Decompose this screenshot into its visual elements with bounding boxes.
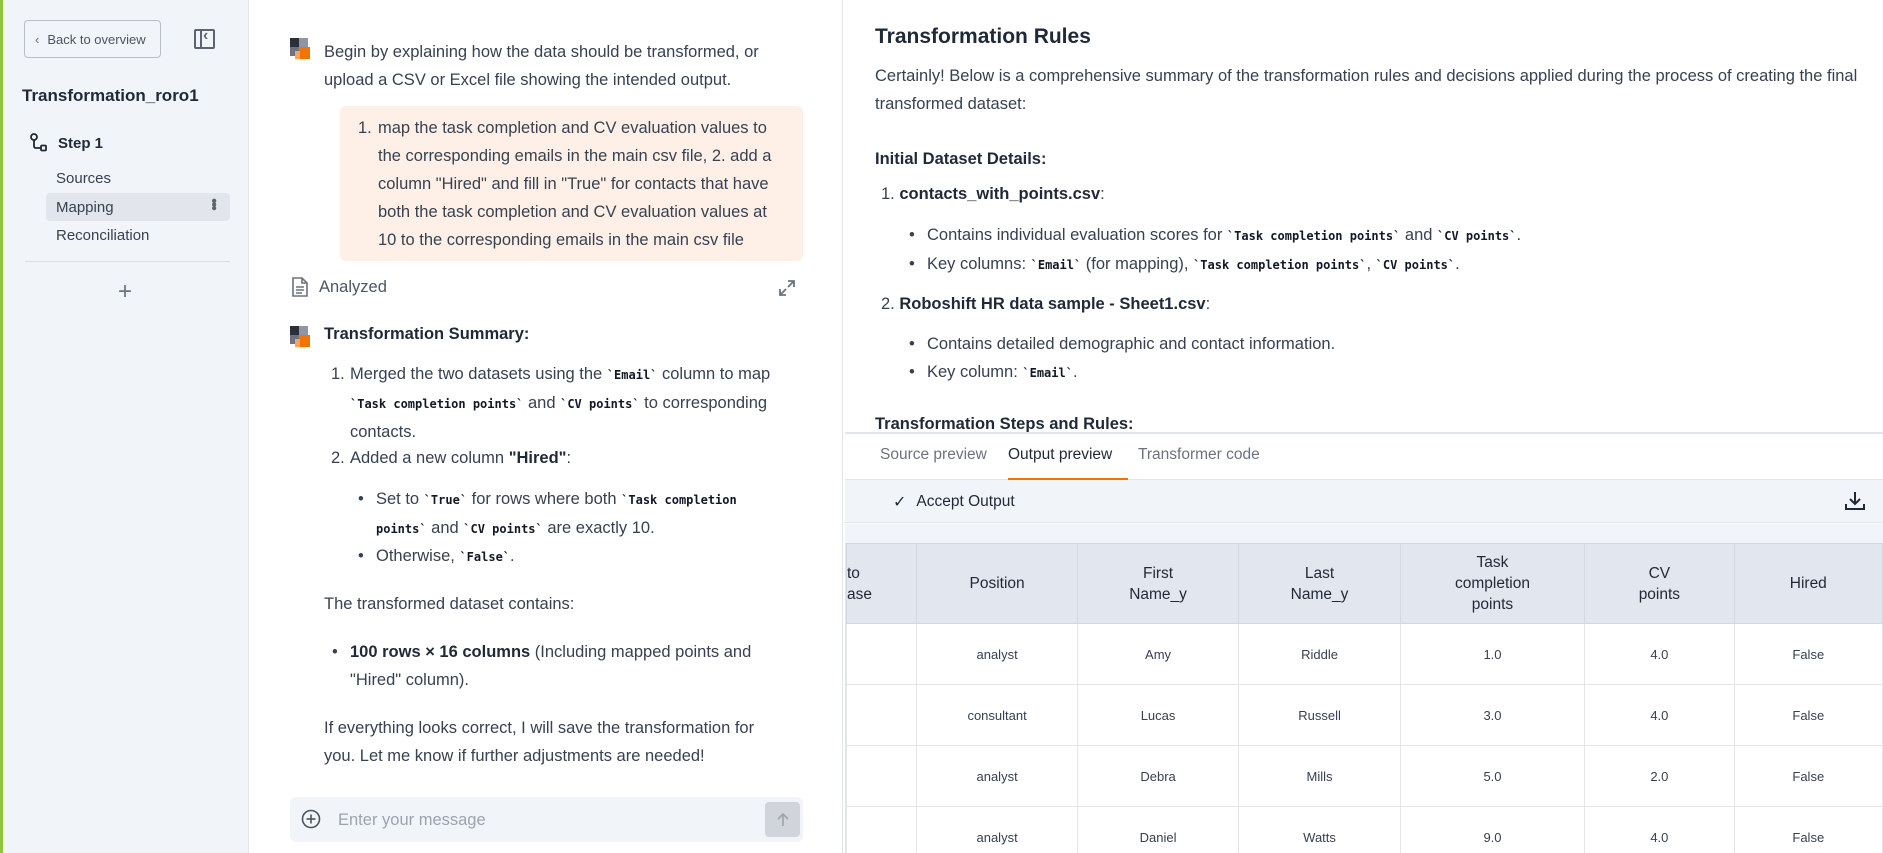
- table-cell: 4.0: [1585, 685, 1734, 746]
- summary-item-2: [331, 444, 345, 472]
- document-icon: [291, 277, 309, 297]
- table-cell: analyst: [917, 746, 1077, 807]
- text: (Including mapped points and: [530, 643, 752, 661]
- column-header-hired[interactable]: [1734, 544, 1882, 624]
- code-cv-points: `CV points`: [1375, 258, 1456, 272]
- table-cell: Amy: [1077, 624, 1238, 685]
- code-task-points: `Task completion points`: [1226, 229, 1401, 243]
- text: column to map: [657, 365, 771, 383]
- table-row: [847, 807, 1883, 853]
- analyzed-label: Analyzed: [319, 277, 387, 296]
- output-table-container[interactable]: [845, 543, 1883, 853]
- text: :: [1205, 295, 1211, 313]
- table-cell: 3.0: [1400, 685, 1584, 746]
- list-number: 1.: [331, 365, 345, 383]
- summary-item-1-text: [350, 360, 800, 446]
- dataset-1-bullet-1: [927, 221, 1521, 250]
- sidebar: [0, 0, 249, 853]
- hired-bold: "Hired": [508, 449, 567, 467]
- panel-collapse-icon[interactable]: [194, 29, 215, 49]
- table-cell: analyst: [917, 624, 1077, 685]
- code-task-points: points`: [376, 522, 427, 536]
- dims-bold: 100 rows × 16 columns: [350, 643, 531, 661]
- list-number: 2.: [881, 295, 895, 313]
- chevron-left-icon: ‹: [35, 31, 40, 47]
- user-message-line: 10 to the corresponding emails in the main csv file: [378, 231, 744, 249]
- dataset-name: contacts_with_points.csv: [899, 185, 1101, 203]
- initial-dataset-heading: Initial Dataset Details:: [875, 150, 1047, 168]
- step-header[interactable]: [29, 133, 103, 153]
- user-message-line: the corresponding emails in the main csv file, 2. add a: [378, 147, 772, 165]
- step-label: Step 1: [58, 134, 104, 152]
- intro-line: transformed dataset:: [875, 95, 1027, 113]
- code-true: `True`: [423, 493, 468, 507]
- code-cv-points: `CV points`: [1437, 229, 1517, 243]
- tab-output-preview[interactable]: Output preview: [1008, 446, 1113, 463]
- text: for rows where both: [467, 490, 622, 508]
- dataset-1-bullet-2: [927, 250, 1460, 279]
- header-line: ase: [847, 585, 872, 603]
- closing-message: [324, 714, 754, 770]
- plus-icon[interactable]: +: [118, 278, 133, 305]
- text: .: [1072, 363, 1078, 381]
- column-header-first-name[interactable]: [1077, 544, 1238, 624]
- rules-intro: [875, 62, 1857, 118]
- text: :: [566, 449, 572, 467]
- code-task-points: `Task completion points`: [1193, 258, 1367, 272]
- text: contacts.: [350, 423, 417, 441]
- header-line: First: [1142, 564, 1174, 582]
- sidebar-item-reconciliation[interactable]: [46, 221, 230, 249]
- closing-line: you. Let me know if further adjustments are needed!: [324, 747, 705, 765]
- back-label: Back to overview: [47, 31, 146, 47]
- text: and: [1400, 226, 1438, 244]
- text: .: [1516, 226, 1522, 244]
- column-header-cv-points[interactable]: [1585, 544, 1734, 624]
- table-row: [847, 624, 1883, 685]
- table-row: [847, 746, 1883, 807]
- assistant-intro: [324, 38, 759, 94]
- download-icon[interactable]: [1844, 490, 1866, 512]
- code-task-points: `Task completion points`: [350, 397, 524, 411]
- user-message-line: column "Hired" and fill in "True" for contacts that have: [378, 175, 769, 193]
- table-cell: Russell: [1239, 685, 1400, 746]
- dataset-2-bullet-1: • Contains detailed demographic and contact information.: [927, 330, 1335, 358]
- table-cell: False: [1734, 624, 1882, 685]
- text: and: [426, 519, 464, 537]
- text: :: [1100, 185, 1105, 203]
- sidebar-item-mapping[interactable]: [46, 193, 230, 221]
- dims-bullet: [350, 638, 751, 694]
- code-false: `False`: [459, 550, 511, 564]
- assistant-logo-icon: [290, 326, 312, 348]
- table-cell: False: [1734, 807, 1882, 853]
- text: Added a new column: [350, 449, 509, 467]
- back-to-overview-button[interactable]: [24, 20, 161, 58]
- table-cell: False: [1734, 746, 1882, 807]
- arrow-up-icon: [775, 812, 791, 828]
- message-input[interactable]: [338, 805, 738, 835]
- code-email: `Email`: [1022, 366, 1073, 380]
- header-line: to: [847, 564, 860, 582]
- header-line: points: [1471, 596, 1514, 613]
- code-task-points: `Task completion: [621, 493, 737, 507]
- list-number: 1.: [358, 119, 372, 137]
- sidebar-divider: [25, 261, 230, 262]
- header-line: Last: [1304, 564, 1335, 582]
- intro-line: Certainly! Below is a comprehensive summary of the transformation rules and decisions applied during the process of creating the final: [875, 67, 1858, 85]
- table-cell: 4.0: [1585, 624, 1734, 685]
- intro-line: upload a CSV or Excel file showing the intended output.: [324, 71, 732, 89]
- column-header-task-points[interactable]: [1400, 544, 1584, 624]
- user-message-line: both the task completion and CV evaluation values at: [378, 203, 767, 221]
- text: Merged the two datasets using the: [350, 365, 607, 383]
- text: Key column:: [927, 363, 1023, 381]
- header-line: Task: [1476, 554, 1509, 571]
- table-cell: Lucas: [1077, 685, 1238, 746]
- tab-source-preview[interactable]: Source preview: [880, 446, 987, 463]
- user-message-bubble: [340, 106, 803, 261]
- summary-bullet-1: [376, 485, 796, 543]
- table-cell: analyst: [917, 807, 1077, 853]
- header-line: points: [1638, 585, 1681, 603]
- contains-label: The transformed dataset contains:: [324, 595, 575, 613]
- column-header-position[interactable]: [917, 544, 1077, 624]
- tab-transformer-code[interactable]: Transformer code: [1138, 446, 1260, 463]
- summary-item-1: [331, 360, 345, 388]
- sidebar-item-label: Mapping: [56, 198, 114, 216]
- send-button[interactable]: [765, 802, 800, 837]
- header-line: Position: [969, 575, 1025, 592]
- analyzed-indicator[interactable]: [291, 277, 387, 297]
- more-options-icon[interactable]: •••: [205, 198, 222, 209]
- check-icon: ✓: [893, 494, 907, 511]
- table-cell: Mills: [1239, 746, 1400, 807]
- add-attachment-icon[interactable]: [301, 809, 321, 829]
- table-cell: 5.0: [1400, 746, 1584, 807]
- summary-title: Transformation Summary:: [324, 325, 530, 343]
- table-row: [847, 685, 1883, 746]
- text: and: [523, 394, 561, 412]
- table-cell: 1.0: [1400, 624, 1584, 685]
- expand-icon[interactable]: [778, 279, 796, 297]
- table-cell: [847, 624, 917, 685]
- header-line: completion: [1454, 575, 1530, 592]
- accept-label: Accept Output: [916, 493, 1015, 510]
- project-title: Transformation_roro1: [22, 86, 199, 105]
- table-cell: Riddle: [1239, 624, 1400, 685]
- table-cell: Daniel: [1077, 807, 1238, 853]
- dataset-2: [881, 290, 1210, 318]
- text: .: [510, 547, 515, 565]
- text: "Hired" column).: [350, 671, 469, 689]
- summary-bullet-2: [376, 542, 515, 571]
- table-cell: 4.0: [1585, 807, 1734, 853]
- text: Otherwise,: [376, 547, 460, 565]
- table-header-row: [847, 544, 1883, 624]
- transformation-steps-heading: Transformation Steps and Rules:: [875, 415, 1134, 432]
- output-toolbar: [845, 480, 1883, 523]
- message-composer: [290, 797, 803, 842]
- header-line: Name_y: [1129, 585, 1187, 603]
- sidebar-item-sources[interactable]: [46, 164, 230, 192]
- table-cell: Debra: [1077, 746, 1238, 807]
- dataset-2-bullet-2: [927, 358, 1078, 387]
- header-line: CV: [1648, 564, 1671, 582]
- code-cv-points: `CV points`: [560, 397, 640, 411]
- text: Contains individual evaluation scores for: [927, 226, 1227, 244]
- preview-tabs: [845, 432, 1883, 480]
- code-email: `Email`: [1030, 258, 1082, 272]
- text: to corresponding: [639, 394, 768, 412]
- code-email: `Email`: [606, 368, 658, 382]
- user-message-line: map the task completion and CV evaluation values to: [378, 119, 767, 137]
- code-cv-points: `CV points`: [463, 522, 543, 536]
- column-header[interactable]: [847, 544, 917, 624]
- text: .: [1455, 255, 1460, 273]
- table-cell: Watts: [1239, 807, 1400, 853]
- sidebar-item-label: Sources: [56, 169, 112, 187]
- text: are exactly 10.: [542, 519, 655, 537]
- table-cell: consultant: [917, 685, 1077, 746]
- text: Set to: [376, 490, 424, 508]
- table-cell: False: [1734, 685, 1882, 746]
- rules-title: Transformation Rules: [875, 25, 1091, 48]
- transformation-rules-panel: [845, 0, 1883, 432]
- text: ,: [1366, 255, 1376, 273]
- sidebar-item-label: Reconciliation: [56, 226, 150, 244]
- table-cell: 2.0: [1585, 746, 1734, 807]
- list-number: 2.: [331, 449, 345, 467]
- dataset-name: Roboshift HR data sample - Sheet1.csv: [899, 295, 1206, 313]
- table-cell: [847, 685, 917, 746]
- text: (for mapping),: [1081, 255, 1194, 273]
- column-header-last-name[interactable]: [1239, 544, 1400, 624]
- table-cell: [847, 807, 917, 853]
- header-line: Name_y: [1290, 585, 1349, 603]
- header-line: Hired: [1789, 575, 1827, 592]
- table-gap: [845, 524, 1883, 544]
- table-cell: [847, 746, 917, 807]
- accept-output-button[interactable]: [893, 492, 1015, 512]
- summary-item-2-text: [350, 444, 571, 472]
- list-number: 1.: [881, 185, 895, 203]
- workflow-step-icon: [29, 133, 49, 153]
- dataset-1: [881, 180, 1105, 208]
- table-cell: 9.0: [1400, 807, 1584, 853]
- closing-line: If everything looks correct, I will save the transformation for: [324, 719, 755, 737]
- output-table: [846, 543, 1883, 853]
- intro-line: Begin by explaining how the data should be transformed, or: [324, 43, 759, 61]
- assistant-logo-icon: [290, 38, 312, 60]
- text: Key columns:: [927, 255, 1031, 273]
